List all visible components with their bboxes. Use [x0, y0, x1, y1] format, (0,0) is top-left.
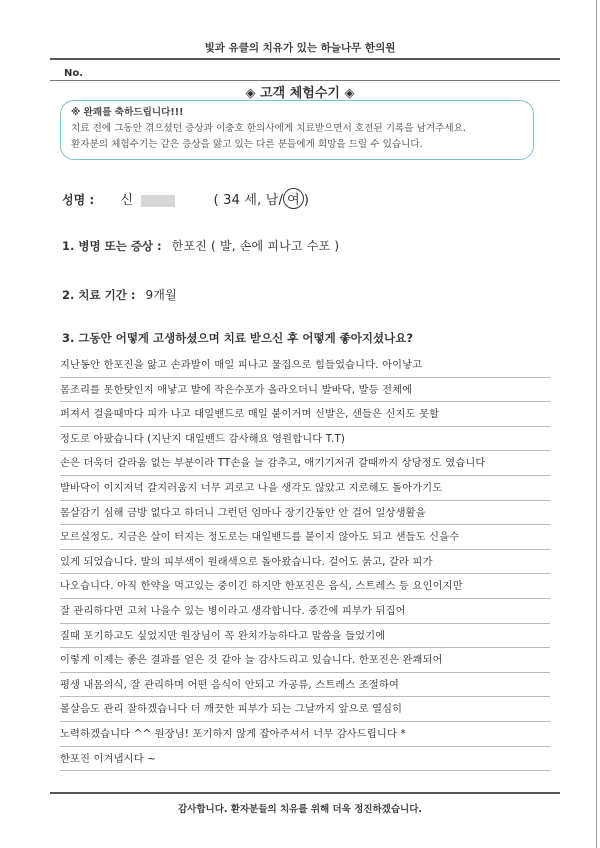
question-2: [62, 286, 552, 303]
notice-line-3: 환자분의 체험수기는 같은 증상을 앓고 있는 다른 분들에게 희망을 드릴 수 있습니다.: [71, 139, 423, 150]
name-row: [62, 188, 542, 209]
question-1: [62, 237, 552, 254]
question-1-answer: 한포진 ( 발, 손에 피나고 수포 ): [171, 239, 340, 253]
handwritten-line: 모르실정도. 지금은 살이 터지는 정도로는 대일밴드를 붙이지 않아도 되고 샌들도 신을수: [60, 525, 550, 550]
handwritten-line: 몸살감기 심해 금방 없다고 하더니 그런던 엄마나 장기간동안 안 걸어 일상생활을: [60, 501, 550, 526]
page-edge-line: [596, 0, 597, 848]
number-label: No.: [64, 68, 84, 79]
notice-box: [60, 100, 534, 160]
age-gender: [214, 193, 310, 208]
handwritten-line: 몸조리를 못한탓인지 애낳고 발에 작은수포가 올라오더니 발바닥, 발등 전체에: [60, 378, 550, 403]
handwritten-line: 정도로 아팠습니다 (지난지 대일밴드 감사해요 영원합니다 T.T): [60, 427, 550, 452]
handwritten-line: 손은 더욱더 갈라움 없는 부분이라 TT손을 늘 감추고, 애기기저귀 갈때까지 상당정도 였습니다: [60, 451, 550, 476]
handwritten-line: 잘 관리하다면 고쳐 나을수 있는 병이라고 생각합니다. 중간에 피부가 뒤집어: [60, 599, 550, 624]
notice-line-2: 치료 전에 그동안 겪으셨던 증상과 이충호 한의사에게 치료받으면서 호전된 기록을 남겨주세요.: [71, 123, 466, 134]
footer-divider: [50, 792, 560, 794]
handwritten-line: 질때 포기하고도 싶었지만 원장님이 꼭 완치가능하다고 말씀을 들었기에: [60, 624, 550, 649]
handwritten-line: 퍼져서 걸을때마다 피가 나고 대일밴드로 매일 붙이거며 신발은, 샌들은 신지도 못할: [60, 402, 550, 427]
handwritten-line: 한포진 이겨냅시다 ~: [60, 747, 550, 772]
handwritten-line: 평생 내몸의식, 잘 관리하며 어떤 음식이 안되고 가공류, 스트레스 조절하여: [60, 673, 550, 698]
number-divider: [50, 80, 560, 81]
age-close: ): [303, 193, 310, 208]
question-2-answer: 9개월: [145, 288, 177, 302]
footer-message: 감사합니다. 환자분들의 치유를 위해 더욱 정진하겠습니다.: [177, 804, 422, 815]
handwritten-line: 있게 되었습니다. 발의 피부색이 원래색으로 돌아왔습니다. 걸어도 붉고, 갈라 피가: [60, 550, 550, 575]
gender-circled: 여: [283, 188, 304, 209]
question-1-label: 1. 병명 또는 증상 :: [62, 239, 162, 253]
handwritten-line: 노력하겠습니다 ^^ 원장님! 포기하지 않게 잡아주셔서 너무 감사드립니다 *: [60, 722, 550, 747]
question-3-label: 3. 그동안 어떻게 고생하셨으며 치료 받으신 후 어떻게 좋아지셨나요?: [62, 331, 414, 345]
handwritten-line: 발바닥이 이지저녁 갈지러움지 너무 괴로고 나을 생각도 않았고 지로해도 돌아가기도: [60, 476, 550, 501]
handwritten-answer-area: [60, 353, 550, 771]
form-title: ◈ 고객 체험수기 ◈: [245, 86, 355, 101]
handwritten-line: 나오습니다. 아직 한약을 먹고있는 중이긴 하지만 한포진은 음식, 스트레스 등 요인이지만: [60, 574, 550, 599]
name-label: 성명 :: [62, 193, 95, 207]
name-value: 신: [120, 193, 134, 208]
name-redaction: [141, 195, 175, 207]
header-divider: [50, 58, 560, 60]
clinic-name-header: 빛과 유클의 치유가 있는 하늘나무 한의원: [204, 42, 396, 54]
handwritten-line: 볼살음도 관리 잘하겠습니다 더 깨끗한 피부가 되는 그날까지 앞으로 열심히: [60, 697, 550, 722]
handwritten-line: 이렇게 이제는 좋은 결과를 얻은 것 같아 늘 감사드리고 있습니다. 한포진은 완쾌되어: [60, 648, 550, 673]
notice-congrats: ※ 완쾌를 축하드립니다!!!: [71, 107, 184, 118]
handwritten-line: 지난동안 한포진을 앓고 손과발이 매일 피나고 물집으로 힘들었습니다. 아이낳고: [60, 353, 550, 378]
age-text: ( 34 세, 남/: [213, 193, 284, 208]
question-2-label: 2. 치료 기간 :: [62, 288, 136, 302]
